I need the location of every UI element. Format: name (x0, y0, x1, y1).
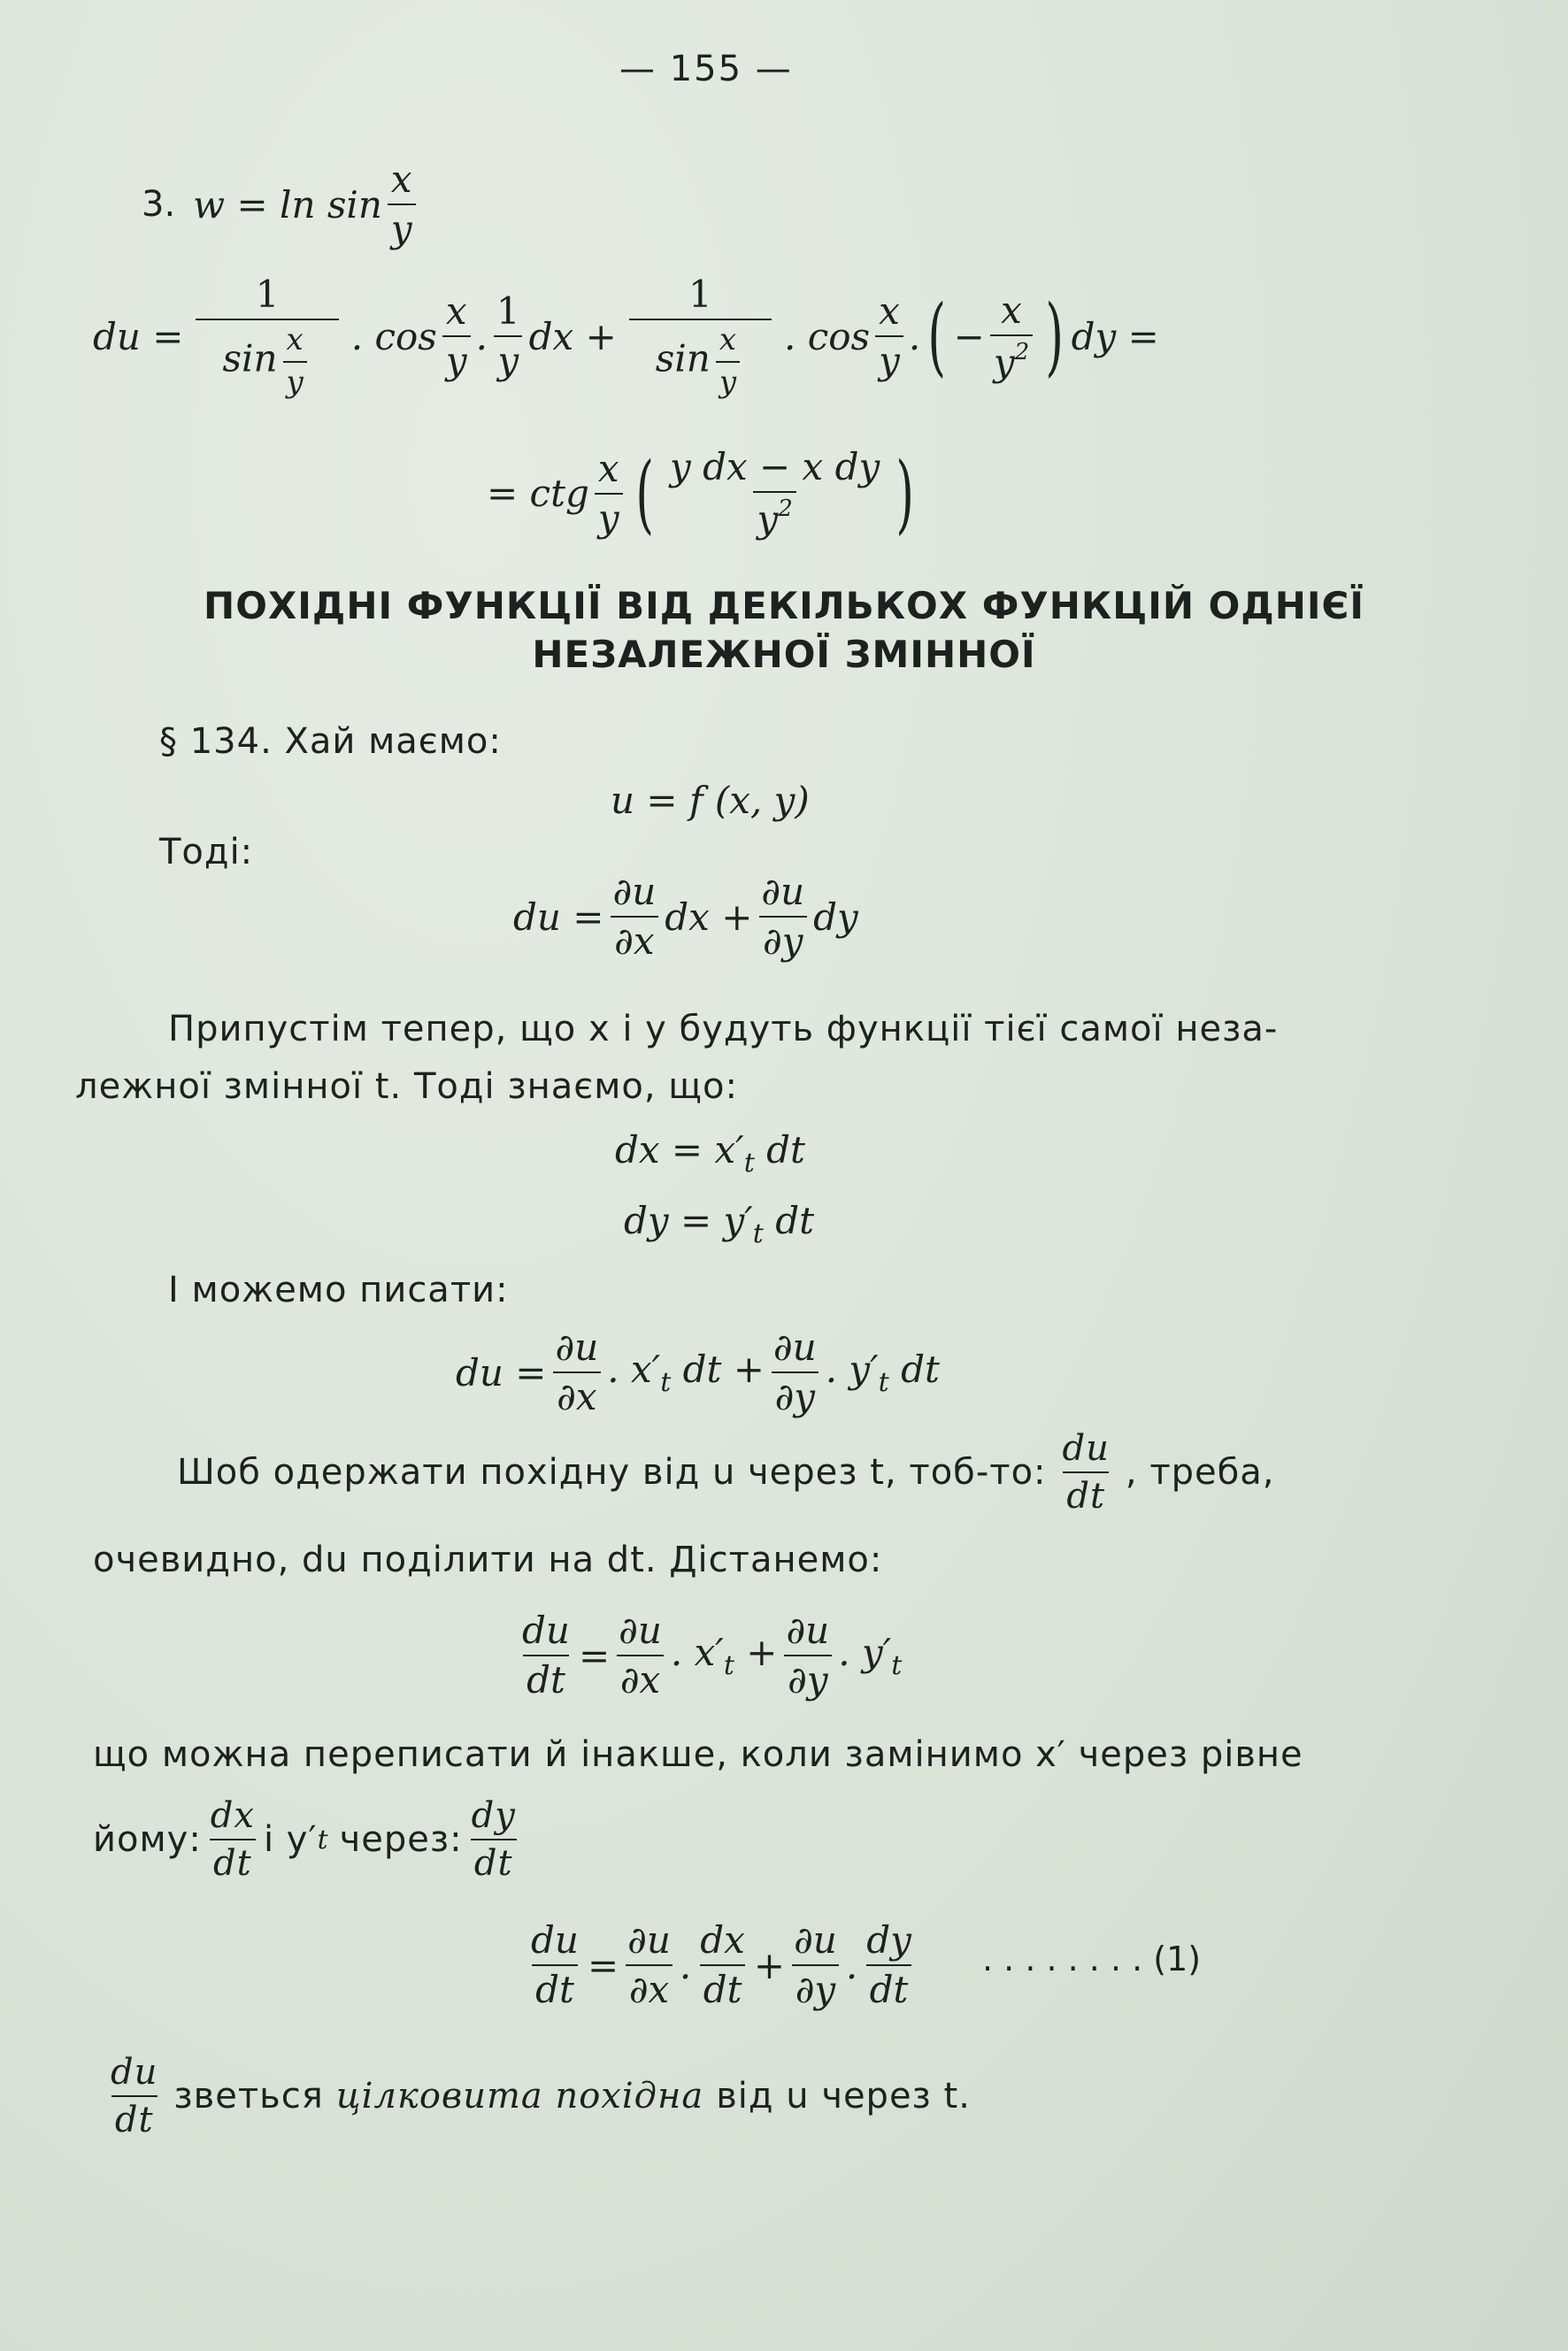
fraction: $\frac{dx}{dt}$ (210, 1795, 255, 1884)
paragraph-2-text-a: Шоб одержати похідну від u через t, тоб-то: (177, 1452, 1047, 1493)
fraction: $\frac{\text{y dx − x dy}}{y^2}$ (670, 445, 880, 542)
equation-total-differential: du = $\frac{\partial u}{\partial x}$ dx + $\frac{\partial u}{\partial y}$ dy (513, 870, 858, 964)
fraction: $\frac{\partial u}{\partial x}$ (551, 1327, 602, 1418)
equation-dy: dy = $y'_t$ dt (624, 1199, 814, 1249)
section-intro: § 134. Хай маємо: (159, 721, 502, 762)
fraction: $\frac{\partial u}{\partial y}$ (770, 1327, 820, 1418)
equation-number: . . . . . . . . (1) (982, 1940, 1202, 1978)
fraction: $\frac{dx}{dt}$ (700, 1918, 745, 2012)
fraction: $\frac{du}{dt}$ (522, 1609, 570, 1702)
paragraph-3-text-a: йому: (93, 1819, 202, 1860)
fraction: 1 sin $\frac{x}{y}$ (629, 274, 772, 399)
equation-du-dt: $\frac{du}{dt}$ = $\frac{\partial u}{\partial x}$ . $x'_t$ + $\frac{\partial u}{\partial y}$ . $y'_t$ (513, 1610, 902, 1701)
fraction: $\frac{\partial u}{\partial y}$ (782, 1610, 833, 1701)
then-label: Тоді: (159, 832, 254, 872)
fraction: $\frac{x}{y}$ (875, 291, 903, 381)
section-heading-line1: ПОХІДНІ ФУНКЦІЇ ВІД ДЕКІЛЬКОХ ФУНКЦІЙ ОДНІЄЇ (204, 584, 1364, 627)
fraction: 1 sin $\frac{x}{y}$ (196, 274, 338, 399)
fraction: $\frac{du}{dt}$ (1062, 1428, 1110, 1517)
paragraph-3-text-c: через: (339, 1819, 463, 1860)
fraction: $\frac{1}{y}$ (493, 291, 524, 381)
fraction: $\frac{dy}{dt}$ (471, 1795, 516, 1884)
paragraph-1-line2: лежної змінної t. Тоді знаємо, що: (75, 1066, 738, 1107)
paragraph-2-text-b: , треба, (1125, 1452, 1275, 1493)
final-text-a: зветься (173, 2076, 324, 2117)
fraction: $\frac{dy}{dt}$ (866, 1918, 911, 2012)
fraction: $\frac{x}{y}$ (595, 449, 623, 539)
fraction: $\frac{x}{y}$ (442, 291, 471, 381)
example-3 (142, 159, 421, 250)
paragraph-2-line2: очевидно, du поділити на dt. Дістанемо: (93, 1540, 883, 1580)
example-label: 3. (142, 184, 176, 226)
page-number: — 155 — (619, 49, 793, 89)
paragraph-3-text-b: і y′ (263, 1819, 318, 1860)
fraction: $\frac{du}{dt}$ (531, 1918, 579, 2012)
final-text-b: цілковита похідна (335, 2076, 704, 2117)
fraction: $\frac{x}{y^2}$ (990, 290, 1033, 383)
equation-dx: dx = $x'_t$ dt (615, 1128, 805, 1179)
fraction: $\frac{\partial u}{\partial y}$ (790, 1920, 841, 2010)
paragraph-2-line1 (177, 1429, 1275, 1516)
final-text-c: від u через t. (716, 2076, 971, 2117)
paragraph-3-line2: йому: $\frac{dx}{dt}$ і y′ t через: $\frac{dy}{dt}$ (93, 1796, 525, 1883)
fraction: $\frac{\partial u}{\partial x}$ (624, 1920, 674, 2010)
equation-u: u = f (x, y) (611, 779, 810, 822)
can-write-label: І можемо писати: (168, 1270, 509, 1310)
equation-ctg: = ctg $\frac{x}{y}$ ( $\frac{\text{y dx − x dy}}{y^2}$ ) (487, 443, 915, 543)
equation-du-chain: du = $\frac{\partial u}{\partial x}$ . $x'_t$ dt + $\frac{\partial u}{\partial y}$ . $y'_t$ dt (456, 1325, 940, 1419)
fraction: $\frac{\partial u}{\partial x}$ (609, 872, 659, 962)
example-func: w = ln sin (193, 182, 382, 227)
fraction: $\frac{x}{y}$ (388, 159, 416, 250)
paragraph-1-line1: Припустім тепер, що x і y будуть функції тієї самої неза- (168, 1009, 1279, 1049)
equation-du-long: du = 1 sin $\frac{x}{y}$ . cos $\frac{x}{y}$ . $\frac{1}{y}$ dx + 1 sin $\frac{x}{y}$ . cos $\frac{x}{y}$ . ( − $\frac{x}{y^2}$ ) dy = (93, 273, 1159, 400)
section-heading-line2: НЕЗАЛЕЖНОЇ ЗМІННОЇ (532, 633, 1036, 676)
equation-1: $\frac{du}{dt}$ = $\frac{\partial u}{\partial x}$ . $\frac{dx}{dt}$ + $\frac{\partial u}{\partial y}$ . $\frac{dy}{dt}$ (522, 1920, 920, 2010)
fraction: $\frac{du}{dt}$ (111, 2052, 158, 2140)
final-line (102, 2053, 971, 2140)
fraction: $\frac{\partial u}{\partial y}$ (757, 872, 808, 962)
paragraph-3-line1: що можна переписати й інакше, коли замінимо x′ через рівне (93, 1734, 1303, 1775)
fraction: $\frac{\partial u}{\partial x}$ (615, 1610, 665, 1701)
